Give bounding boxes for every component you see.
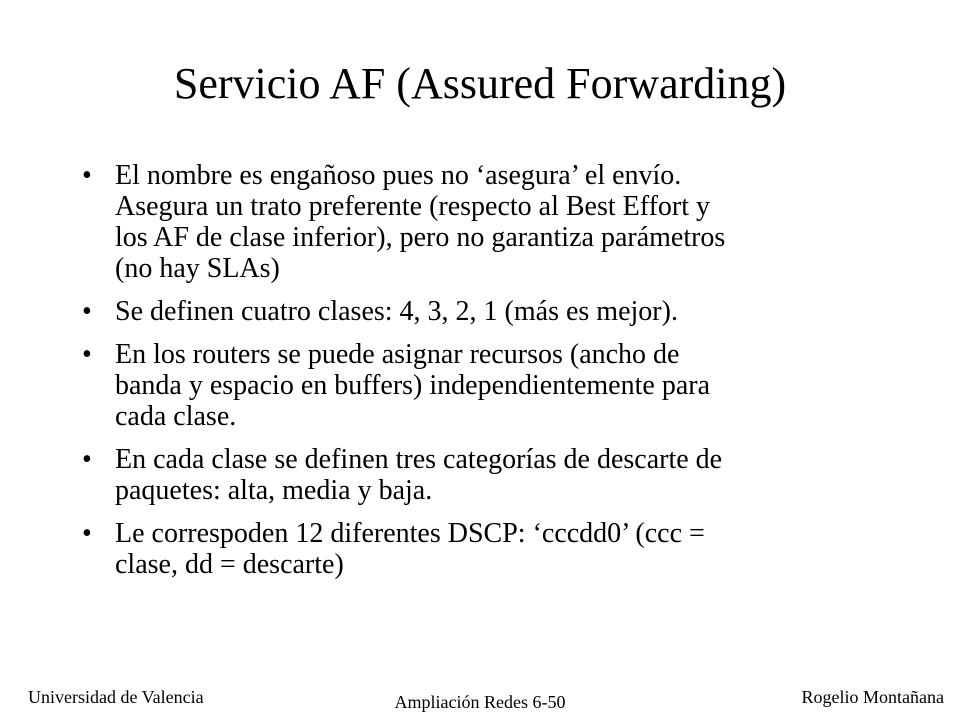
bullet-item-3 [82,339,882,432]
bullet-line: paquetes: alta, media y baja. [115,475,433,506]
bullet-line: los AF de clase inferior), pero no garantiza parámetros [115,222,726,253]
bullet-line: Le correspoden 12 diferentes DSCP: ‘cccdd0’ (ccc = [115,518,705,549]
bullet-line: Asegura un trato preferente (respecto al Best Effort y [115,191,711,222]
bullet-icon: • [82,296,92,327]
footer-course-page: Ampliación Redes 6-50 [394,692,566,712]
footer-author: Rogelio Montañana [801,687,944,707]
bullet-line: En cada clase se definen tres categorías de descarte de [115,444,723,475]
footer-university: Universidad de Valencia [28,687,204,707]
bullet-line: cada clase. [115,401,237,432]
bullet-line: El nombre es engañoso pues no ‘asegura’ el envío. [115,160,682,191]
bullet-line: En los routers se puede asignar recursos (ancho de [115,339,680,370]
bullet-item-4 [82,444,882,506]
bullet-icon: • [82,339,92,370]
bullet-line: clase, dd = descarte) [115,549,344,580]
bullet-line: banda y espacio en buffers) independientemente para [115,370,710,401]
bullet-line: (no hay SLAs) [115,253,280,284]
bullet-icon: • [82,444,92,475]
bullet-line: Se definen cuatro clases: 4, 3, 2, 1 (más es mejor). [115,296,678,327]
bullet-icon: • [82,160,92,191]
bullet-list [82,160,882,592]
bullet-item-5 [82,518,882,580]
bullet-item-1 [82,160,882,284]
bullet-icon: • [82,518,92,549]
bullet-item-2 [82,296,882,327]
slide-title: Servicio AF (Assured Forwarding) [173,59,787,108]
